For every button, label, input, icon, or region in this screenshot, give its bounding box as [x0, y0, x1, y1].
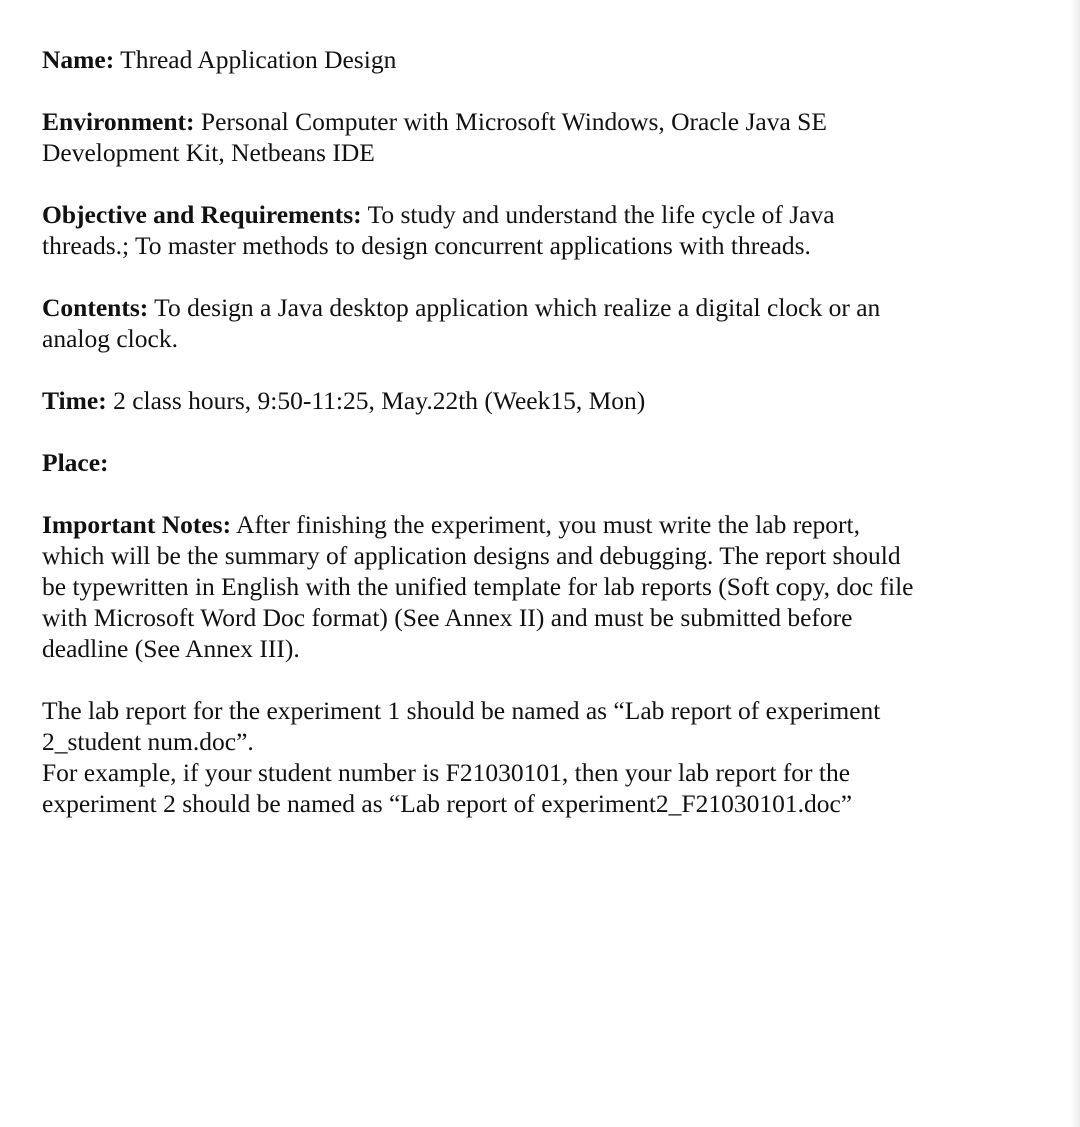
objective-line-2: threads.; To master methods to design concurrent applications with threads.: [42, 231, 811, 260]
environment-line-2: Development Kit, Netbeans IDE: [42, 138, 375, 167]
contents-line-2: analog clock.: [42, 324, 178, 353]
objective-label: Objective and Requirements:: [42, 200, 362, 229]
objective-line-1: To study and understand the life cycle of Java: [361, 200, 835, 229]
environment-label: Environment:: [42, 107, 195, 136]
contents-label: Contents:: [42, 293, 149, 322]
name-paragraph: [42, 44, 962, 75]
notes-line-4: with Microsoft Word Doc format) (See Annex II) and must be submitted before: [42, 603, 853, 632]
place-paragraph: [42, 447, 962, 478]
naming-paragraph: [42, 695, 962, 819]
document-body: [42, 44, 962, 819]
notes-line-5: deadline (See Annex III).: [42, 634, 300, 663]
naming-line-1: The lab report for the experiment 1 should be named as “Lab report of experiment: [42, 696, 881, 725]
important-notes-label: Important Notes:: [42, 510, 232, 539]
notes-line-1: After finishing the experiment, you must write the lab report,: [231, 510, 860, 539]
contents-line-1: To design a Java desktop application which realize a digital clock or an: [148, 293, 881, 322]
time-value: 2 class hours, 9:50-11:25, May.22th (Week15, Mon): [106, 386, 646, 415]
notes-line-2: which will be the summary of application designs and debugging. The report should: [42, 541, 901, 570]
important-notes-paragraph: [42, 509, 962, 664]
naming-line-2: 2_student num.doc”.: [42, 727, 254, 756]
environment-line-1: Personal Computer with Microsoft Windows, Oracle Java SE: [194, 107, 827, 136]
naming-line-4: experiment 2 should be named as “Lab report of experiment2_F21030101.doc”: [42, 789, 853, 818]
notes-line-3: be typewritten in English with the unified template for lab reports (Soft copy, doc file: [42, 572, 914, 601]
time-paragraph: [42, 385, 962, 416]
name-label: Name:: [42, 45, 115, 74]
name-value: Thread Application Design: [114, 45, 397, 74]
time-label: Time:: [42, 386, 107, 415]
place-label: Place:: [42, 448, 109, 477]
environment-paragraph: [42, 106, 962, 168]
naming-line-3: For example, if your student number is F21030101, then your lab report for the: [42, 758, 851, 787]
page-edge-shadow: [1070, 0, 1080, 1127]
objective-paragraph: [42, 199, 962, 261]
contents-paragraph: [42, 292, 962, 354]
